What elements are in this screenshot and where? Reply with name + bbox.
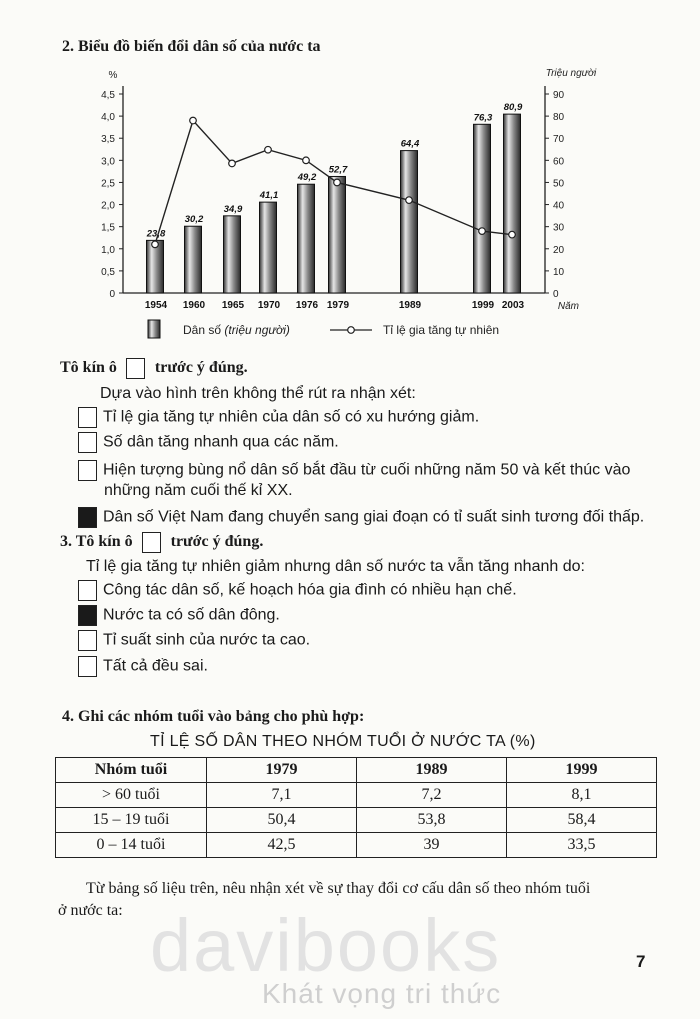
cell-value: 33,5 bbox=[507, 833, 657, 858]
legend-bar-swatch bbox=[148, 320, 160, 338]
checkbox[interactable] bbox=[78, 656, 97, 677]
watermark-brand: davibooks bbox=[150, 904, 502, 987]
option-b1-text: Công tác dân số, kế hoạch hóa gia đình có nhiều hạn chế. bbox=[103, 581, 517, 599]
sample-box-icon bbox=[142, 532, 161, 553]
right-tick-label: 50 bbox=[553, 178, 565, 190]
legend-population-label: Dân số (triệu người) bbox=[183, 323, 290, 337]
left-axis-label: % bbox=[108, 70, 118, 81]
legend-growth-label: Tỉ lệ gia tăng tự nhiên bbox=[383, 323, 500, 337]
cell-value: 53,8 bbox=[357, 808, 507, 833]
left-tick-label: 4,5 bbox=[101, 90, 115, 101]
x-tick-label: 1999 bbox=[471, 300, 495, 311]
cell-value: 8,1 bbox=[507, 783, 657, 808]
cell-value: 39 bbox=[357, 833, 507, 858]
table-row bbox=[56, 808, 657, 833]
question-a-heading bbox=[60, 358, 248, 379]
header-1989: 1989 bbox=[357, 758, 507, 783]
population-bar bbox=[504, 114, 521, 293]
growth-rate-point bbox=[265, 146, 272, 153]
option-b2[interactable] bbox=[78, 605, 280, 626]
filled-checkbox[interactable] bbox=[78, 605, 97, 626]
option-b3-text: Tỉ suất sinh của nước ta cao. bbox=[103, 631, 311, 649]
right-axis-label: Triệu người bbox=[545, 68, 597, 79]
left-tick-label: 0 bbox=[109, 289, 115, 300]
option-a3[interactable] bbox=[78, 460, 630, 481]
section-4-prompt-line2: ở nước ta: bbox=[58, 902, 123, 919]
population-bar bbox=[401, 151, 418, 293]
option-a4[interactable] bbox=[78, 507, 644, 528]
left-tick-label: 2,0 bbox=[101, 200, 115, 212]
left-tick-label: 1,5 bbox=[101, 222, 115, 234]
right-tick-label: 10 bbox=[553, 266, 565, 278]
x-tick-label: 1965 bbox=[221, 300, 245, 311]
left-tick-label: 2,5 bbox=[101, 178, 115, 190]
population-bar bbox=[224, 216, 241, 293]
option-a3-continuation: những năm cuối thế kỉ XX. bbox=[104, 482, 293, 499]
age-group-table bbox=[55, 757, 657, 858]
header-age-group: Nhóm tuổi bbox=[56, 758, 207, 783]
section-4-prompt-line1: Từ bảng số liệu trên, nêu nhận xét về sự thay đổi cơ cấu dân số theo nhóm tuổi bbox=[86, 880, 591, 897]
checkbox[interactable] bbox=[78, 630, 97, 651]
sample-box-icon bbox=[126, 358, 145, 379]
x-tick-label: 1960 bbox=[182, 300, 206, 311]
section-3-heading-prefix: 3. Tô kín ô bbox=[60, 533, 133, 551]
table-title: TỈ LỆ SỐ DÂN THEO NHÓM TUỔI Ở NƯỚC TA (%) bbox=[150, 733, 536, 750]
right-tick-label: 70 bbox=[553, 134, 565, 146]
section-3-prompt: Tỉ lệ gia tăng tự nhiên giảm nhưng dân số nước ta vẫn tăng nhanh do: bbox=[86, 558, 585, 575]
right-tick-label: 60 bbox=[553, 156, 565, 168]
right-tick-label: 30 bbox=[553, 222, 565, 234]
checkbox[interactable] bbox=[78, 407, 97, 428]
x-tick-label: 1970 bbox=[257, 300, 281, 311]
growth-rate-point bbox=[509, 231, 516, 238]
x-tick-label: 1989 bbox=[398, 300, 422, 311]
cell-value: 7,1 bbox=[207, 783, 357, 808]
question-a-heading-prefix: Tô kín ô bbox=[60, 359, 117, 377]
bar-value-label: 30,2 bbox=[184, 214, 204, 226]
right-tick-label: 0 bbox=[553, 289, 559, 300]
bar-value-label: 23,8 bbox=[146, 228, 166, 240]
x-tick-label: 2003 bbox=[501, 300, 525, 311]
growth-rate-point bbox=[479, 228, 486, 235]
population-chart bbox=[85, 62, 605, 362]
cell-value: 42,5 bbox=[207, 833, 357, 858]
cell-value: 7,2 bbox=[357, 783, 507, 808]
left-tick-label: 4,0 bbox=[101, 112, 115, 124]
right-tick-label: 90 bbox=[553, 90, 565, 101]
option-b1[interactable] bbox=[78, 580, 517, 601]
growth-rate-point bbox=[190, 117, 197, 124]
option-a1-text: Tỉ lệ gia tăng tự nhiên của dân số có xu hướng giảm. bbox=[103, 408, 480, 426]
bar-value-label: 80,9 bbox=[503, 102, 523, 114]
cell-age-group[interactable]: > 60 tuổi bbox=[56, 783, 207, 808]
population-bar bbox=[260, 202, 277, 293]
bar-value-label: 64,4 bbox=[400, 138, 420, 150]
option-b4-text: Tất cả đều sai. bbox=[103, 657, 208, 675]
section-3-heading-suffix: trước ý đúng. bbox=[170, 533, 264, 551]
left-tick-label: 0,5 bbox=[101, 266, 115, 278]
growth-rate-point bbox=[334, 179, 341, 186]
option-b4[interactable] bbox=[78, 656, 208, 677]
header-1979: 1979 bbox=[207, 758, 357, 783]
checkbox[interactable] bbox=[78, 432, 97, 453]
bar-value-label: 49,2 bbox=[297, 172, 317, 184]
option-a2[interactable] bbox=[78, 432, 339, 453]
option-a3-text: Hiện tượng bùng nổ dân số bắt đầu từ cuối những năm 50 và kết thúc vào bbox=[103, 461, 631, 479]
cell-value: 50,4 bbox=[207, 808, 357, 833]
growth-rate-point bbox=[406, 197, 413, 204]
left-tick-label: 3,0 bbox=[101, 156, 115, 168]
bar-value-label: 76,3 bbox=[473, 112, 493, 124]
growth-rate-point bbox=[152, 241, 159, 248]
watermark-tagline: Khát vọng tri thức bbox=[262, 978, 502, 1009]
left-tick-label: 1,0 bbox=[101, 244, 115, 256]
legend-line-marker bbox=[348, 327, 355, 334]
left-tick-label: 3,5 bbox=[101, 134, 115, 146]
bar-value-label: 34,9 bbox=[223, 203, 243, 215]
question-a-heading-suffix: trước ý đúng. bbox=[154, 359, 248, 377]
table-row bbox=[56, 833, 657, 858]
right-tick-label: 40 bbox=[553, 200, 565, 212]
cell-age-group[interactable]: 15 – 19 tuổi bbox=[56, 808, 207, 833]
population-bar bbox=[329, 176, 346, 293]
bar-value-label: 41,1 bbox=[259, 190, 279, 202]
x-tick-label: 1954 bbox=[144, 300, 168, 311]
option-a4-text: Dân số Việt Nam đang chuyển sang giai đoạn có tỉ suất sinh tương đối thấp. bbox=[103, 508, 645, 526]
option-a2-text: Số dân tăng nhanh qua các năm. bbox=[103, 433, 339, 451]
section-3-heading bbox=[60, 532, 263, 553]
header-1999: 1999 bbox=[507, 758, 657, 783]
population-bar bbox=[147, 240, 164, 293]
checkbox[interactable] bbox=[78, 580, 97, 601]
bar-value-label: 52,7 bbox=[328, 164, 348, 176]
page-number: 7 bbox=[636, 952, 646, 971]
growth-rate-point bbox=[229, 160, 236, 167]
x-axis-label: Năm bbox=[557, 301, 579, 312]
option-b2-text: Nước ta có số dân đông. bbox=[103, 606, 280, 624]
right-tick-label: 20 bbox=[553, 244, 565, 256]
population-bar bbox=[298, 184, 315, 293]
population-bar bbox=[474, 124, 491, 293]
section-2-title: 2. Biểu đồ biến đổi dân số của nước ta bbox=[62, 38, 321, 55]
section-4-title: 4. Ghi các nhóm tuổi vào bảng cho phù hợp: bbox=[62, 708, 365, 725]
table-row bbox=[56, 783, 657, 808]
filled-checkbox[interactable] bbox=[78, 507, 97, 528]
x-tick-label: 1979 bbox=[326, 300, 350, 311]
x-tick-label: 1976 bbox=[295, 300, 319, 311]
cell-value: 58,4 bbox=[507, 808, 657, 833]
option-a1[interactable] bbox=[78, 407, 479, 428]
question-a-prompt: Dựa vào hình trên không thể rút ra nhận xét: bbox=[100, 385, 416, 402]
population-bar bbox=[185, 226, 202, 293]
checkbox[interactable] bbox=[78, 460, 97, 481]
cell-age-group[interactable]: 0 – 14 tuổi bbox=[56, 833, 207, 858]
growth-rate-point bbox=[303, 157, 310, 164]
right-tick-label: 80 bbox=[553, 112, 565, 124]
table-header-row bbox=[56, 758, 657, 783]
option-b3[interactable] bbox=[78, 630, 310, 651]
